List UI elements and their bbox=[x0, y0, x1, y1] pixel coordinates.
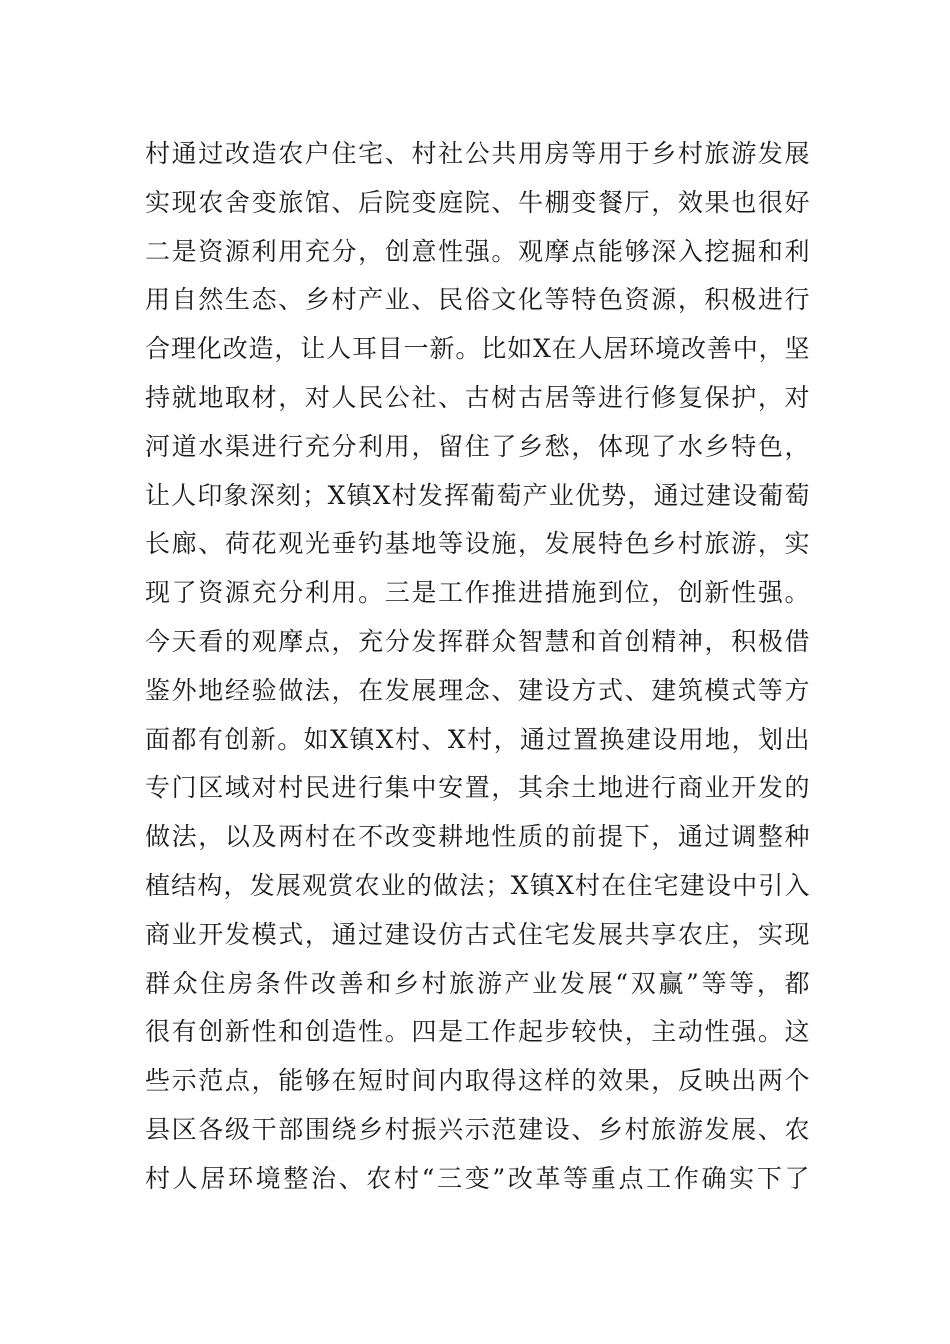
text-line: 持就地取材，对人民公社、古树古居等进行修复保护，对 bbox=[145, 382, 810, 412]
text-line: 合理化改造，让人耳目一新。比如X在人居环境改善中，坚 bbox=[145, 334, 810, 364]
text-line: 植结构，发展观赏农业的做法；X镇X村在住宅建设中引入 bbox=[145, 870, 810, 900]
text-line: 二是资源利用充分，创意性强。观摩点能够深入挖掘和利 bbox=[145, 236, 810, 266]
text-line: 长廊、荷花观光垂钓基地等设施，发展特色乡村旅游，实 bbox=[145, 529, 810, 559]
text-line: 让人印象深刻；X镇X村发挥葡萄产业优势，通过建设葡萄 bbox=[145, 480, 810, 510]
text-line: 专门区域对村民进行集中安置，其余土地进行商业开发的 bbox=[145, 773, 810, 803]
body-text bbox=[145, 130, 810, 1204]
text-line: 面都有创新。如X镇X村、X村，通过置换建设用地，划出 bbox=[145, 724, 810, 754]
text-line: 商业开发模式，通过建设仿古式住宅发展共享农庄，实现 bbox=[145, 919, 810, 949]
text-line: 村通过改造农户住宅、村社公共用房等用于乡村旅游发展 bbox=[145, 139, 810, 168]
text-line: 鉴外地经验做法，在发展理念、建设方式、建筑模式等方 bbox=[145, 675, 810, 705]
text-line: 做法，以及两村在不改变耕地性质的前提下，通过调整种 bbox=[145, 822, 810, 852]
text-line: 实现农舍变旅馆、后院变庭院、牛棚变餐厅，效果也很好 bbox=[145, 187, 810, 217]
text-line: 用自然生态、乡村产业、民俗文化等特色资源，积极进行 bbox=[145, 285, 810, 315]
text-line: 今天看的观摩点，充分发挥群众智慧和首创精神，积极借 bbox=[145, 626, 810, 656]
text-line: 些示范点，能够在短时间内取得这样的效果，反映出两个 bbox=[145, 1066, 810, 1096]
text-line: 村人居环境整治、农村“三变”改革等重点工作确实下了 bbox=[145, 1163, 810, 1193]
text-line: 群众住房条件改善和乡村旅游产业发展“双赢”等等，都 bbox=[145, 968, 810, 998]
text-line: 现了资源充分利用。三是工作推进措施到位，创新性强。 bbox=[145, 578, 810, 608]
text-line: 县区各级干部围绕乡村振兴示范建设、乡村旅游发展、农 bbox=[145, 1114, 810, 1144]
text-line: 很有创新性和创造性。四是工作起步较快，主动性强。这 bbox=[145, 1017, 810, 1047]
text-line: 河道水渠进行充分利用，留住了乡愁，体现了水乡特色， bbox=[145, 431, 810, 461]
